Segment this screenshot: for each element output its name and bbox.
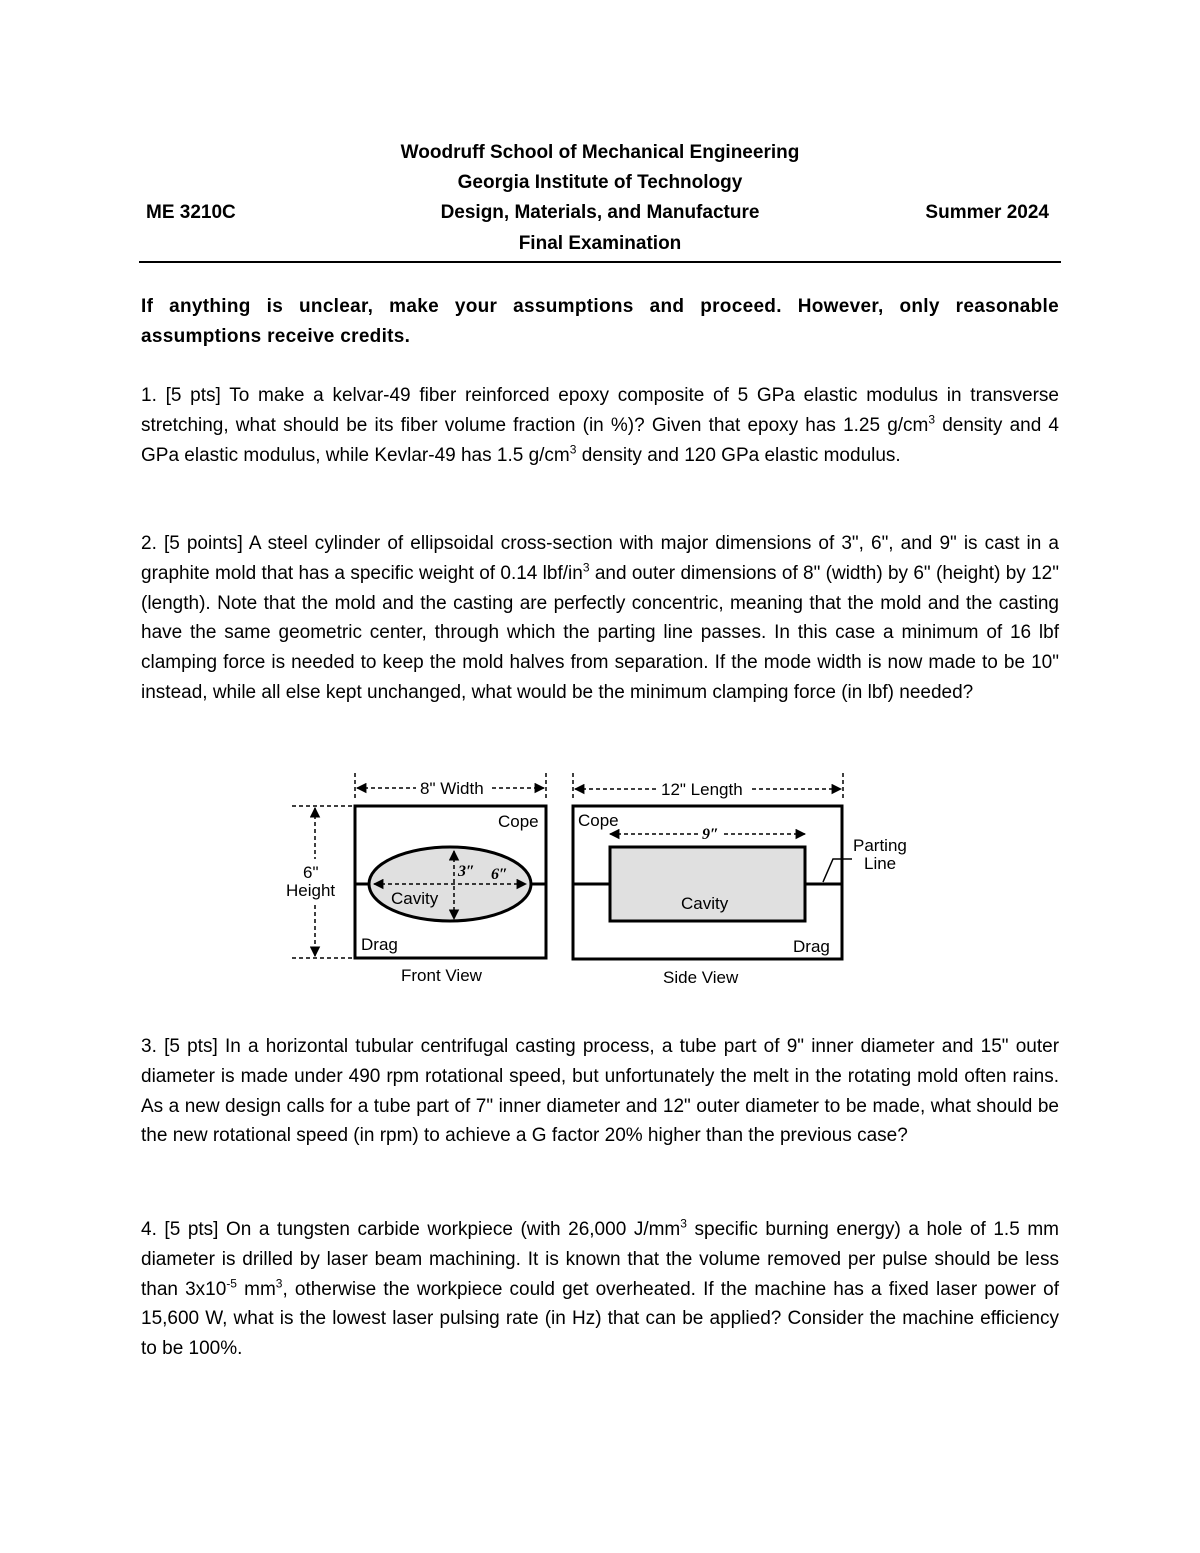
question-text: In a horizontal tubular centrifugal casting process, a tube part of 9" inner diameter and 15" outer diameter is made under 490 rpm rotational speed, but unfortunately the melt in the rotating mold often rains. As a new design calls for a tube part of 7" inner diameter and 12" outer diameter to be made, what should be the new rotational speed (in rpm) to achieve a G factor 20% higher than the previous case?: [141, 1036, 1060, 1147]
course-title: Design, Materials, and Manufacture: [440, 202, 760, 223]
front-view-label: Front View: [401, 966, 482, 985]
front-view: [286, 773, 546, 985]
question-points: [5 pts]: [164, 1219, 219, 1240]
question-number: 2.: [141, 533, 157, 554]
question-text: A steel cylinder of ellipsoidal cross-section with major dimensions of 3", 6", and 9" is cast in a graphite mold that has a specific weight of 0.14 lbf/in: [141, 533, 1059, 584]
question-1: [141, 381, 1059, 470]
length-label: 12" Length: [661, 780, 743, 799]
question-text: and outer dimensions of 8" (width) by 6" (height) by 12" (length). Note that the mold and the casting are perfectly concentric, meaning that the mold and the casting have the same geometric center, through which the parting line passes. In this case a minimum of 16 lbf clamping force is needed to keep the mold halves from separation. If the mode width is now made to be 10" instead, while all else kept unchanged, what would be the minimum clamping force (in lbf) needed?: [141, 562, 1059, 703]
front-cope-label: Cope: [498, 812, 539, 831]
question-text: density and 4 GPa elastic modulus, while Kevlar-49 has 1.5 g/cm: [141, 414, 1059, 466]
side-view-label: Side View: [663, 968, 739, 987]
course-number: ME 3210C: [146, 202, 236, 223]
parting-line-label-1: Parting: [853, 836, 907, 855]
question-number: 4.: [141, 1219, 157, 1240]
question-text: To make a kelvar-49 fiber reinforced epoxy composite of 5 GPa elastic modulus in transverse stretching, what should be its fiber volume fraction (in %)? Given that epoxy has 1.25 g/cm: [141, 385, 1059, 436]
side-view: [573, 773, 907, 987]
mold-diagram: [280, 765, 940, 1005]
front-drag-label: Drag: [361, 935, 398, 954]
instructions: If anything is unclear, make your assumptions and proceed. However, only reasonable assumptions receive credits.: [141, 296, 1059, 347]
exam-title: Final Examination: [518, 233, 682, 254]
superscript: -5: [226, 1276, 237, 1291]
question-number: 3.: [141, 1036, 157, 1057]
superscript: 3: [569, 442, 577, 457]
question-points: [5 points]: [163, 533, 243, 554]
term: Summer 2024: [925, 202, 1049, 223]
question-points: [5 pts]: [164, 1036, 218, 1057]
height-word: Height: [286, 881, 336, 900]
question-number: 1.: [141, 385, 157, 406]
question-3: [141, 1032, 1059, 1151]
question-text: , otherwise the workpiece could get overheated. If the machine has a fixed laser power of 15,600 W, what is the lowest laser pulsing rate (in Hz) that can be applied? Consider the machine efficiency to be 100%.: [141, 1278, 1060, 1360]
question-text: specific burning energy) a hole of 1.5 mm diameter is drilled by laser beam machining. It is known that the volume removed per pulse should be less than 3x10: [141, 1219, 1059, 1300]
institute-name: Georgia Institute of Technology: [457, 172, 743, 193]
question-4: [141, 1215, 1059, 1364]
superscript: 3: [582, 560, 590, 575]
superscript: 3: [680, 1216, 687, 1231]
dim-3-label: 3″: [458, 863, 475, 880]
side-cavity-label: Cavity: [681, 894, 729, 913]
front-cavity-label: Cavity: [391, 889, 439, 908]
question-text: density and 120 GPa elastic modulus.: [576, 444, 901, 466]
header-divider: [139, 261, 1061, 263]
school-name: Woodruff School of Mechanical Engineering: [400, 142, 800, 163]
question-text: On a tungsten carbide workpiece (with 26,000 J/mm: [226, 1219, 681, 1240]
parting-line-label-2: Line: [864, 854, 897, 873]
mold-diagram-svg: [280, 765, 940, 1005]
front-cavity: [369, 847, 531, 921]
question-text: mm: [236, 1278, 276, 1300]
side-drag-label: Drag: [793, 937, 830, 956]
dim-9-label: 9″: [702, 826, 719, 843]
superscript: 3: [928, 412, 936, 427]
dim-6-label: 6″: [491, 866, 508, 883]
question-points: [5 pts]: [165, 385, 221, 406]
superscript: 3: [275, 1276, 283, 1291]
width-label: 8" Width: [420, 779, 484, 798]
question-2: [141, 529, 1059, 708]
height-number: 6": [303, 863, 319, 882]
side-cope-label: Cope: [578, 811, 619, 830]
